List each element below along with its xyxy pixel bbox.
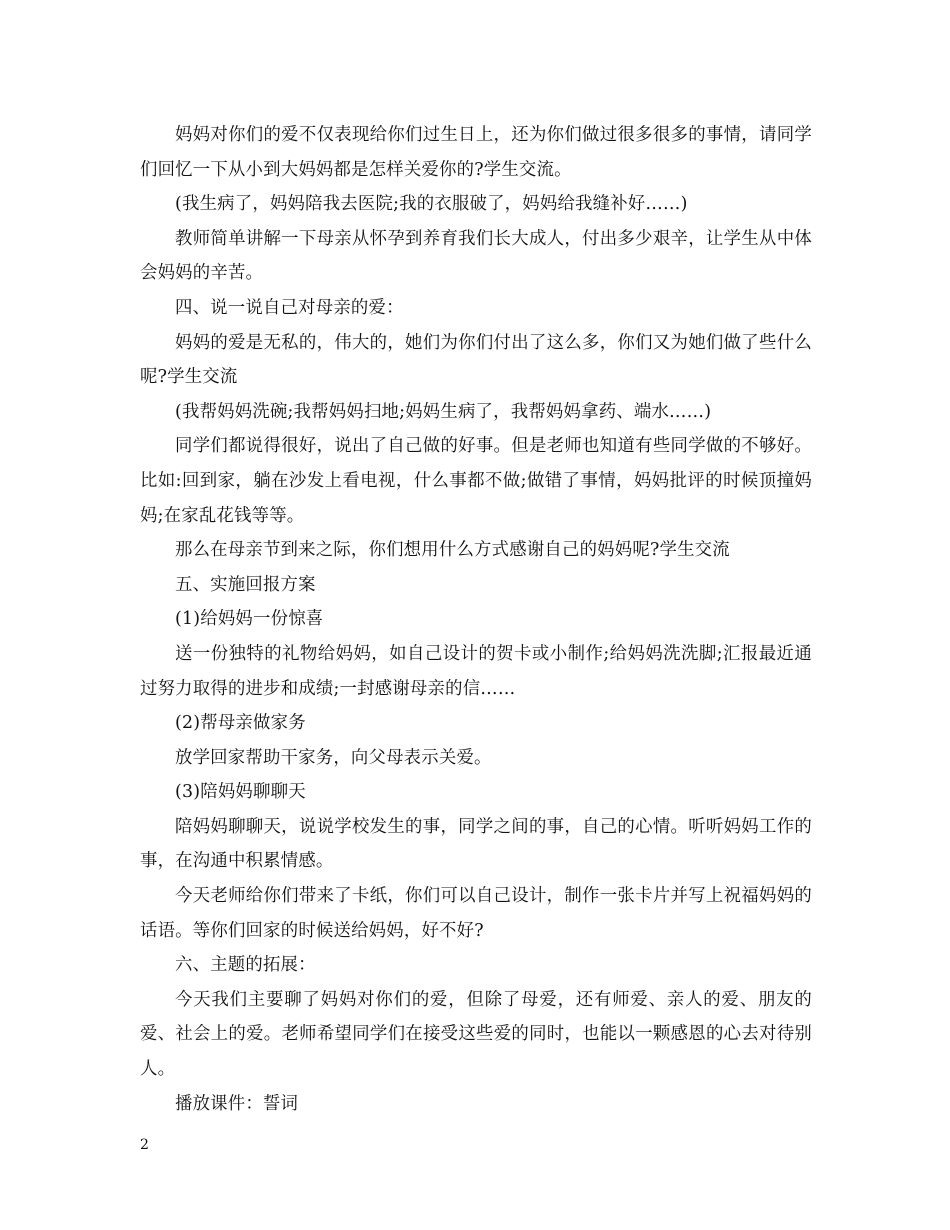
paragraph: 陪妈妈聊聊天，说说学校发生的事，同学之间的事，自己的心情。听听妈妈工作的事，在沟通中积累情感。 bbox=[140, 816, 812, 872]
paragraph: 送一份独特的礼物给妈妈，如自己设计的贺卡或小制作;给妈妈洗洗脚;汇报最近通过努力取得的进步和成绩;一封感谢母亲的信…… bbox=[140, 643, 812, 699]
paragraph: 妈妈对你们的爱不仅表现给你们过生日上，还为你们做过很多很多的事情，请同学们回忆一下从小到大妈妈都是怎样关爱你的?学生交流。 bbox=[140, 125, 812, 180]
subheading: (1)给妈妈一份惊喜 bbox=[175, 609, 324, 630]
paragraph: 妈妈的爱是无私的，伟大的，她们为你们付出了这么多，你们又为她们做了些什么呢?学生交流 bbox=[140, 332, 812, 388]
paragraph: 同学们都说得很好，说出了自己做的好事。但是老师也知道有些同学做的不够好。比如:回到家，躺在沙发上看电视，什么事都不做;做错了事情，妈妈批评的时候顶撞妈妈;在家乱花钱等等。 bbox=[140, 436, 812, 526]
paragraph: (我帮妈妈洗碗;我帮妈妈扫地;妈妈生病了，我帮妈妈拿药、端水……) bbox=[175, 401, 712, 422]
paragraph: (我生病了，妈妈陪我去医院;我的衣服破了，妈妈给我缝补好……) bbox=[175, 194, 688, 215]
subheading: (2)帮母亲做家务 bbox=[175, 713, 306, 734]
paragraph: 播放课件：誓词 bbox=[175, 1093, 299, 1114]
document-body bbox=[140, 118, 812, 1121]
section-heading: 四、说一说自己对母亲的爱： bbox=[175, 297, 404, 318]
paragraph: 那么在母亲节到来之际，你们想用什么方式感谢自己的妈妈呢?学生交流 bbox=[175, 540, 730, 561]
paragraph: 放学回家帮助干家务，向父母表示关爱。 bbox=[175, 747, 492, 768]
subheading: (3)陪妈妈聊聊天 bbox=[175, 782, 306, 803]
paragraph: 今天老师给你们带来了卡纸，你们可以自己设计，制作一张卡片并写上祝福妈妈的话语。等你们回家的时候送给妈妈，好不好? bbox=[140, 886, 812, 941]
section-heading: 六、主题的拓展： bbox=[175, 955, 316, 976]
paragraph: 教师简单讲解一下母亲从怀孕到养育我们长大成人，付出多少艰辛，让学生从中体会妈妈的辛苦。 bbox=[140, 228, 812, 284]
paragraph: 今天我们主要聊了妈妈对你们的爱，但除了母爱，还有师爱、亲人的爱、朋友的爱、社会上的爱。老师希望同学们在接受这些爱的同时，也能以一颗感恩的心去对待别人。 bbox=[140, 989, 812, 1080]
page-number: 2 bbox=[140, 1137, 149, 1153]
section-heading: 五、实施回报方案 bbox=[175, 574, 316, 595]
